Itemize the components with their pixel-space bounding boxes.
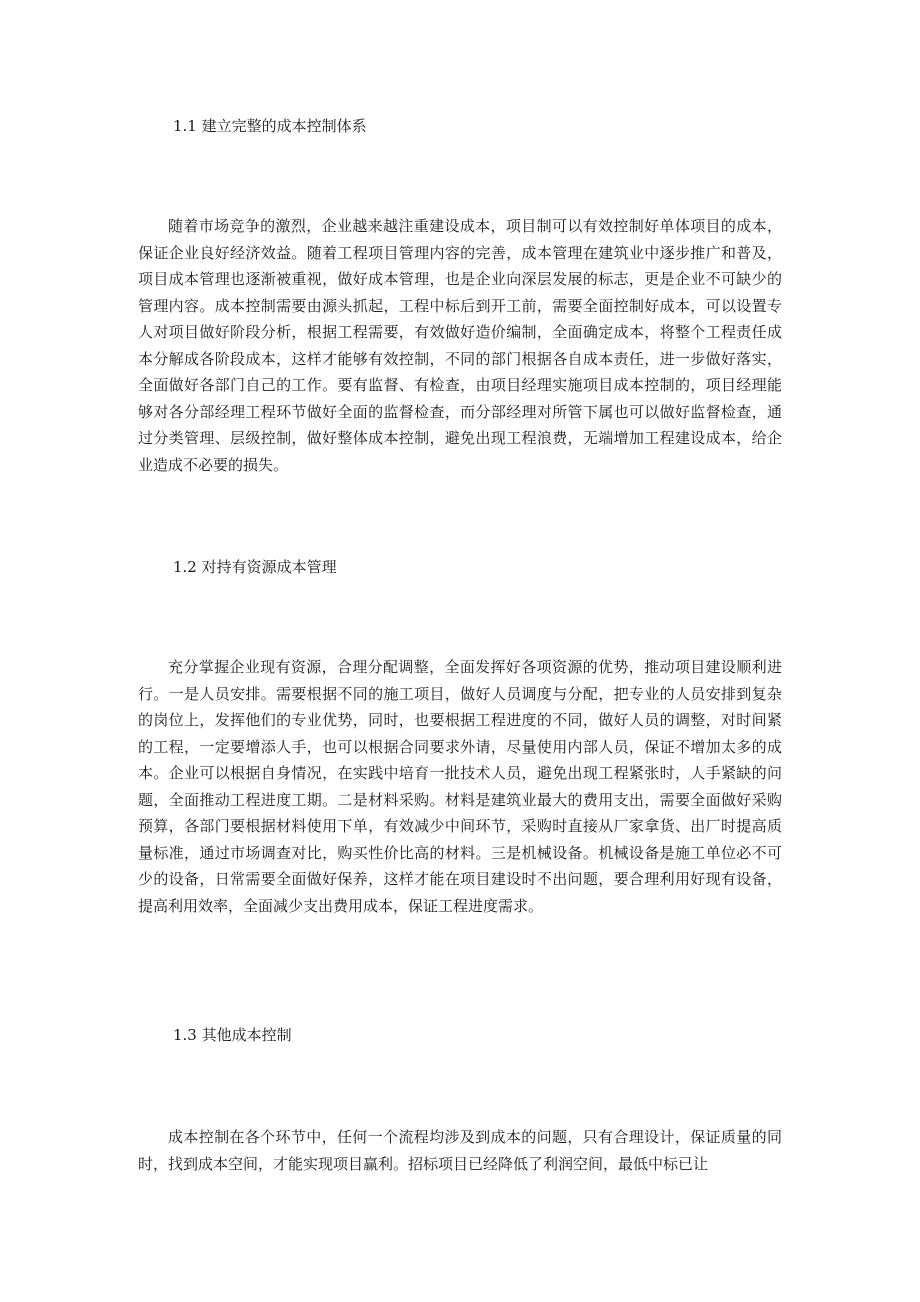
section-paragraph-1-2: 充分掌握企业现有资源，合理分配调整，全面发挥好各项资源的优势，推动项目建设顺利进行。一是人员安排。需要根据不同的施工项目，做好人员调度与分配，把专业的人员安排到复杂的岗位上，发挥他们的专业优势，同时，也要根据工程进度的不同，做好人员的调整，对时间紧的工程，一定要增添人手，也可以根据合同要求外请，尽量使用内部人员，保证不增加太多的成本。企业可以根据自身情况，在实践中培育一批技术人员，避免出现工程紧张时，人手紧缺的问题，全面推动工程进度工期。二是材料采购。材料是建筑业最大的费用支出，需要全面做好采购预算，各部门要根据材料使用下单，有效减少中间环节，采购时直接从厂家拿货、出厂时提高质量标准，通过市场调查对比，购买性价比高的材料。三是机械设备。机械设备是施工单位必不可少的设备，日常需要全面做好保养，这样才能在项目建设时不出问题，要合理利用好现有设备，提高利用效率，全面减少支出费用成本，保证工程进度需求。 xyxy=(138,658,782,915)
section-paragraph-1-3: 成本控制在各个环节中，任何一个流程均涉及到成本的问题，只有合理设计，保证质量的同时，找到成本空间，才能实现项目赢利。招标项目已经降低了利润空间，最低中标已让 xyxy=(138,1128,782,1173)
section-heading-1-1: 1.1 建立完整的成本控制体系 xyxy=(173,117,367,135)
section-paragraph-1-1: 随着市场竞争的激烈，企业越来越注重建设成本，项目制可以有效控制好单体项目的成本，保证企业良好经济效益。随着工程项目管理内容的完善，成本管理在建筑业中逐步推广和普及，项目成本管理也逐渐被重视，做好成本管理，也是企业向深层发展的标志，更是企业不可缺少的管理内容。成本控制需要由源头抓起，工程中标后到开工前，需要全面控制好成本，可以设置专人对项目做好阶段分析，根据工程需要，有效做好造价编制，全面确定成本，将整个工程责任成本分解成各阶段成本，这样才能够有效控制，不同的部门根据各自成本责任，进一步做好落实，全面做好各部门自己的工作。要有监督、有检查，由项目经理实施项目成本控制的，项目经理能够对各分部经理工程环节做好全面的监督检查，而分部经理对所管下属也可以做好监督检查，通过分类管理、层级控制，做好整体成本控制，避免出现工程浪费，无端增加工程建设成本，给企业造成不必要的损失。 xyxy=(138,217,782,474)
section-heading-1-3: 1.3 其他成本控制 xyxy=(173,1026,292,1044)
section-heading-1-2: 1.2 对持有资源成本管理 xyxy=(173,558,337,576)
